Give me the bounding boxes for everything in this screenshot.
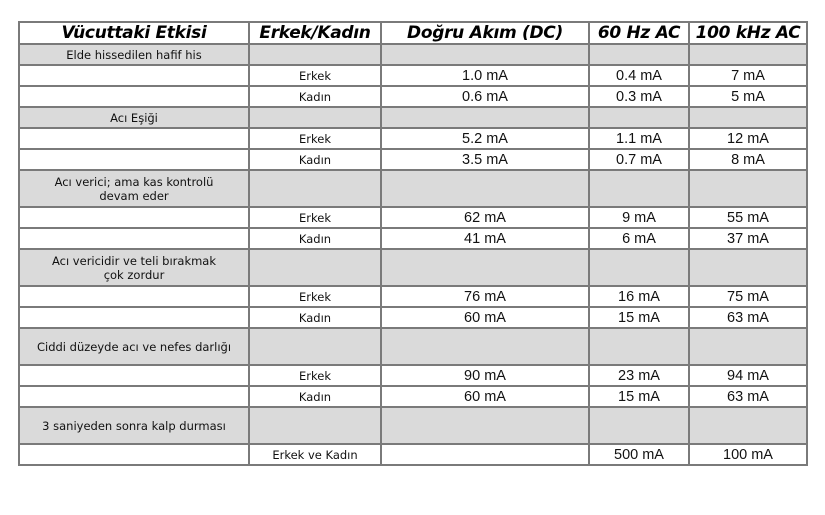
table-row [19,228,807,249]
ac60-value: 6 mA [589,228,689,249]
sex-cell: Kadın [249,86,381,107]
dc-value: 60 mA [381,307,589,328]
dc-value: 90 mA [381,365,589,386]
effect-label-line1: Acı vericidir ve teli bırakmak [51,253,217,268]
category-row [19,107,807,128]
table-row [19,207,807,228]
effect-label: Elde hissedilen hafif his [19,44,249,65]
empty-cell [381,328,589,365]
empty-cell [689,44,807,65]
dc-value: 0.6 mA [381,86,589,107]
ac100k-value: 100 mA [689,444,807,465]
empty-cell [19,207,249,228]
empty-cell [381,170,589,207]
ac60-value: 0.4 mA [589,65,689,86]
header-100khz-ac: 100 kHz AC [689,22,807,44]
table-row [19,365,807,386]
category-row [19,249,807,286]
empty-cell [381,407,589,444]
effect-label-line1: Acı verici; ama kas kontrolü [54,174,214,189]
ac100k-value: 94 mA [689,365,807,386]
header-sex: Erkek/Kadın [249,22,381,44]
ac60-value: 0.3 mA [589,86,689,107]
table-row [19,65,807,86]
empty-cell [19,128,249,149]
empty-cell [589,328,689,365]
ac100k-value: 7 mA [689,65,807,86]
empty-cell [381,44,589,65]
sex-cell: Erkek [249,286,381,307]
empty-cell [249,249,381,286]
table-row [19,386,807,407]
table-row [19,307,807,328]
empty-cell [589,170,689,207]
ac100k-value: 63 mA [689,307,807,328]
empty-cell [589,107,689,128]
sex-cell: Kadın [249,307,381,328]
dc-value [381,444,589,465]
empty-cell [589,407,689,444]
empty-cell [19,365,249,386]
category-row [19,44,807,65]
sex-cell: Kadın [249,228,381,249]
empty-cell [689,249,807,286]
effect-label: Ciddi düzeyde acı ve nefes darlığı [19,328,249,365]
ac60-value: 15 mA [589,307,689,328]
empty-cell [689,407,807,444]
sex-cell: Kadın [249,386,381,407]
header-effect: Vücuttaki Etkisi [19,22,249,44]
effect-label-line2: devam eder [99,188,169,203]
ac60-value: 9 mA [589,207,689,228]
dc-value: 3.5 mA [381,149,589,170]
dc-value: 41 mA [381,228,589,249]
category-row [19,328,807,365]
empty-cell [19,444,249,465]
table-row [19,128,807,149]
header-dc: Doğru Akım (DC) [381,22,589,44]
empty-cell [689,107,807,128]
table-row [19,286,807,307]
ac100k-value: 37 mA [689,228,807,249]
ac60-value: 500 mA [589,444,689,465]
ac100k-value: 63 mA [689,386,807,407]
dc-value: 76 mA [381,286,589,307]
empty-cell [249,170,381,207]
table-row [19,86,807,107]
sex-cell: Kadın [249,149,381,170]
ac100k-value: 75 mA [689,286,807,307]
empty-cell [249,328,381,365]
ac100k-value: 12 mA [689,128,807,149]
sex-cell: Erkek [249,207,381,228]
empty-cell [589,249,689,286]
header-row [19,22,807,44]
ac60-value: 0.7 mA [589,149,689,170]
empty-cell [381,107,589,128]
empty-cell [689,328,807,365]
category-row [19,407,807,444]
empty-cell [19,86,249,107]
ac100k-value: 55 mA [689,207,807,228]
electric-current-effects-table [18,21,808,466]
empty-cell [689,170,807,207]
dc-value: 60 mA [381,386,589,407]
empty-cell [381,249,589,286]
empty-cell [249,107,381,128]
empty-cell [19,307,249,328]
empty-cell [19,65,249,86]
category-row [19,170,807,207]
header-60hz-ac: 60 Hz AC [589,22,689,44]
ac100k-value: 5 mA [689,86,807,107]
ac60-value: 1.1 mA [589,128,689,149]
table-row [19,149,807,170]
empty-cell [19,149,249,170]
dc-value: 1.0 mA [381,65,589,86]
effect-label: Acı Eşiği [19,107,249,128]
sex-cell: Erkek [249,65,381,86]
empty-cell [589,44,689,65]
effect-label [19,170,249,207]
ac60-value: 23 mA [589,365,689,386]
effect-label: 3 saniyeden sonra kalp durması [19,407,249,444]
effect-label [19,249,249,286]
empty-cell [249,44,381,65]
empty-cell [19,386,249,407]
ac100k-value: 8 mA [689,149,807,170]
sex-cell: Erkek [249,365,381,386]
empty-cell [249,407,381,444]
empty-cell [19,228,249,249]
dc-value: 62 mA [381,207,589,228]
ac60-value: 15 mA [589,386,689,407]
empty-cell [19,286,249,307]
ac60-value: 16 mA [589,286,689,307]
dc-value: 5.2 mA [381,128,589,149]
effect-label-line2: çok zordur [103,267,165,282]
sex-cell: Erkek ve Kadın [249,444,381,465]
table-row [19,444,807,465]
sex-cell: Erkek [249,128,381,149]
